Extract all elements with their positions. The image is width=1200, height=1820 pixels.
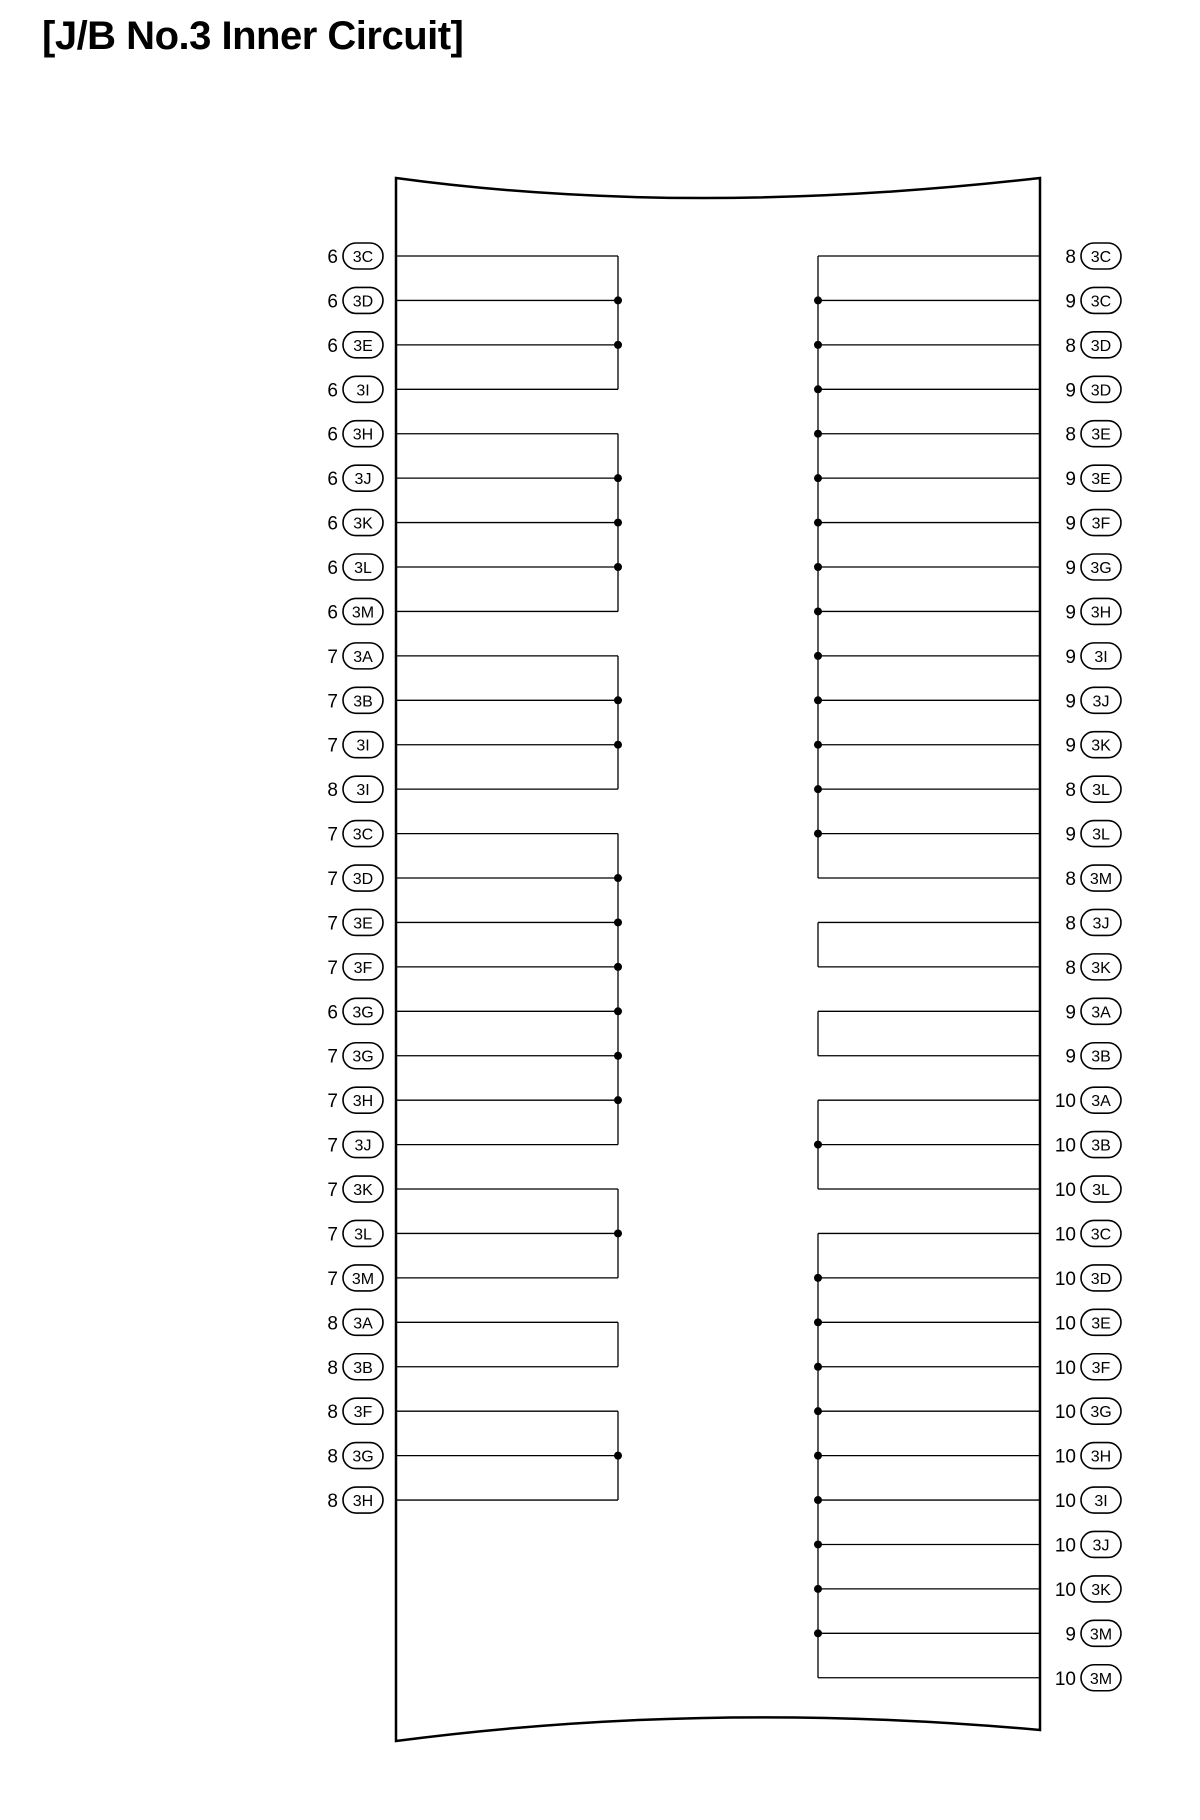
left-junction-dot: [614, 1229, 622, 1237]
right-junction-dot: [814, 1452, 822, 1460]
connector-id: 3J: [1092, 693, 1110, 711]
left-pin-label: [327, 1443, 383, 1469]
pin-number: 7: [327, 691, 338, 713]
pin-number: 6: [327, 247, 338, 268]
connector-id: 3K: [1091, 737, 1111, 755]
connector-id: 3L: [354, 1226, 372, 1244]
connector-id: 3I: [1094, 648, 1108, 666]
right-pin-label: [1055, 1220, 1121, 1246]
left-pin-label: [327, 865, 383, 891]
pin-number: 10: [1054, 1091, 1076, 1113]
left-pin-label: [327, 643, 383, 669]
connector-id: 3J: [1092, 915, 1110, 933]
left-pin-label: [327, 1220, 383, 1246]
right-pin-label: [1065, 510, 1121, 536]
connector-id: 3E: [353, 337, 373, 355]
junction-block-outline: [396, 178, 1040, 1741]
connector-id: 3M: [1089, 1626, 1113, 1644]
connector-id: 3A: [353, 1315, 373, 1333]
pin-number: 9: [1065, 824, 1076, 846]
pin-number: 10: [1054, 1313, 1076, 1335]
connector-id: 3G: [1090, 1404, 1112, 1422]
left-junction-dot: [614, 963, 622, 971]
left-pin-label: [327, 1265, 383, 1291]
connector-id: 3M: [1089, 1670, 1113, 1688]
connector-id: 3K: [353, 1182, 373, 1200]
right-junction-dot: [814, 1274, 822, 1282]
left-junction-dot: [614, 1096, 622, 1104]
right-pin-label: [1065, 865, 1121, 891]
left-junction-dot: [614, 918, 622, 926]
left-pin-label: [327, 1354, 383, 1380]
connector-id: 3G: [352, 1004, 374, 1022]
connector-id: 3I: [356, 782, 370, 800]
connector-id: 3M: [351, 604, 375, 622]
pin-number: 9: [1065, 1624, 1076, 1646]
pin-number: 7: [327, 1091, 338, 1113]
connector-id: 3H: [1090, 1448, 1112, 1466]
pin-number: 6: [327, 335, 338, 357]
right-pin-label: [1065, 1043, 1121, 1069]
pin-number: 7: [327, 646, 338, 668]
pin-number: 10: [1054, 1268, 1076, 1290]
left-junction-dot: [614, 874, 622, 882]
pin-number: 8: [1065, 869, 1076, 891]
right-pin-label: [1055, 1132, 1121, 1158]
connector-id: 3G: [352, 1048, 374, 1066]
connector-id: 3D: [352, 871, 374, 889]
right-junction-dot: [814, 430, 822, 438]
pin-number: 9: [1065, 1046, 1076, 1068]
pin-number: 10: [1054, 1357, 1076, 1379]
right-pin-label: [1055, 1398, 1121, 1424]
pin-number: 9: [1065, 735, 1076, 757]
right-pin-label: [1065, 421, 1121, 447]
pin-number: 7: [327, 735, 338, 757]
right-pin-label: [1055, 1176, 1121, 1202]
left-pin-label: [327, 776, 383, 802]
left-junction-dot: [614, 341, 622, 349]
pin-number: 7: [327, 957, 338, 979]
left-pin-label: [327, 598, 383, 624]
connector-id: 3I: [356, 382, 370, 400]
left-pin-label: [327, 998, 383, 1024]
pin-number: 6: [327, 1002, 338, 1024]
right-junction-dot: [814, 341, 822, 349]
connector-id: 3H: [352, 426, 374, 444]
pin-number: 10: [1054, 1135, 1076, 1157]
left-pin-label: [327, 376, 383, 402]
left-junction-dot: [614, 519, 622, 527]
pin-number: 8: [1065, 913, 1076, 935]
left-junction-dot: [614, 1052, 622, 1060]
right-pin-label: [1065, 909, 1121, 935]
connector-id: 3K: [353, 515, 373, 533]
connector-id: 3A: [1091, 1093, 1111, 1111]
pin-number: 8: [327, 1491, 338, 1513]
left-pin-label: [327, 687, 383, 713]
left-pin-label: [327, 821, 383, 847]
right-pin-label: [1065, 821, 1121, 847]
connector-id: 3L: [1092, 826, 1110, 844]
connector-id: 3G: [1090, 560, 1112, 578]
right-junction-dot: [814, 1407, 822, 1415]
left-pin-label: [327, 1398, 383, 1424]
pin-number: 6: [327, 469, 338, 491]
left-pin-label: [327, 243, 383, 269]
connector-id: 3G: [352, 1448, 374, 1466]
right-junction-dot: [814, 1585, 822, 1593]
right-pin-label: [1065, 687, 1121, 713]
pin-number: 10: [1054, 1402, 1076, 1424]
connector-id: 3H: [352, 1493, 374, 1511]
pin-number: 9: [1065, 602, 1076, 624]
pin-number: 8: [1065, 957, 1076, 979]
pin-number: 6: [327, 602, 338, 624]
connector-id: 3E: [1091, 471, 1111, 489]
connector-id: 3F: [1091, 515, 1111, 533]
right-pin-label: [1065, 554, 1121, 580]
left-pin-label: [327, 1309, 383, 1335]
connector-id: 3D: [1090, 1270, 1112, 1288]
left-junction-dot: [614, 741, 622, 749]
pin-number: 9: [1065, 513, 1076, 535]
left-pin-label: [327, 554, 383, 580]
right-pin-label: [1065, 776, 1121, 802]
connector-id: 3J: [1092, 1537, 1110, 1555]
pin-number: 7: [327, 1180, 338, 1202]
connector-id: 3F: [353, 959, 373, 977]
left-pin-label: [327, 1087, 383, 1113]
right-junction-dot: [814, 474, 822, 482]
right-pin-label: [1065, 643, 1121, 669]
right-junction-dot: [814, 741, 822, 749]
connector-id: 3I: [356, 737, 370, 755]
right-junction-dot: [814, 785, 822, 793]
right-junction-dot: [814, 1496, 822, 1504]
right-pin-label: [1055, 1443, 1121, 1469]
connector-id: 3D: [1090, 337, 1112, 355]
right-pin-label: [1055, 1576, 1121, 1602]
connector-id: 3F: [353, 1404, 373, 1422]
left-junction-dot: [614, 563, 622, 571]
right-pin-label: [1065, 332, 1121, 358]
right-pin-label: [1065, 954, 1121, 980]
left-pin-label: [327, 421, 383, 447]
pin-number: 8: [1065, 335, 1076, 357]
connector-id: 3F: [1091, 1359, 1111, 1377]
connector-id: 3C: [1090, 293, 1112, 311]
connector-id: 3E: [353, 915, 373, 933]
pin-number: 7: [327, 824, 338, 846]
pin-number: 7: [327, 1135, 338, 1157]
left-junction-dot: [614, 696, 622, 704]
connector-id: 3H: [352, 1093, 374, 1111]
right-pin-label: [1065, 1620, 1121, 1646]
connector-id: 3A: [353, 648, 373, 666]
connector-id: 3D: [352, 293, 374, 311]
pin-number: 7: [327, 1268, 338, 1290]
connector-id: 3C: [1090, 249, 1112, 266]
connector-id: 3I: [1094, 1493, 1108, 1511]
left-junction-dot: [614, 1452, 622, 1460]
page-title: [J/B No.3 Inner Circuit]: [42, 14, 464, 58]
connector-id: 3D: [1090, 382, 1112, 400]
pin-number: 9: [1065, 469, 1076, 491]
connector-id: 3B: [353, 693, 373, 711]
pin-number: 6: [327, 513, 338, 535]
right-pin-label: [1055, 1487, 1121, 1513]
left-pin-label: [327, 1176, 383, 1202]
connector-id: 3E: [1091, 426, 1111, 444]
connector-id: 3B: [1091, 1137, 1111, 1155]
pin-number: 10: [1054, 1224, 1076, 1246]
left-pin-label: [327, 1487, 383, 1513]
right-pin-label: [1055, 1354, 1121, 1380]
right-pin-label: [1055, 1265, 1121, 1291]
right-pin-label: [1055, 1087, 1121, 1113]
wire-layer: [396, 256, 1040, 1678]
pin-number: 7: [327, 913, 338, 935]
pin-number: 9: [1065, 646, 1076, 668]
pin-number: 6: [327, 558, 338, 580]
right-pin-label: [1065, 732, 1121, 758]
connector-id: 3L: [1092, 782, 1110, 800]
right-junction-dot: [814, 563, 822, 571]
left-pin-label: [327, 287, 383, 313]
right-junction-dot: [814, 607, 822, 615]
right-junction-dot: [814, 1318, 822, 1326]
connector-id: 3A: [1091, 1004, 1111, 1022]
pin-number: 8: [327, 1357, 338, 1379]
right-junction-dot: [814, 519, 822, 527]
right-junction-dot: [814, 830, 822, 838]
connector-id: 3M: [351, 1270, 375, 1288]
right-pin-label: [1065, 243, 1121, 269]
connector-id: 3K: [1091, 959, 1111, 977]
connector-id: 3C: [1090, 1226, 1112, 1244]
right-junction-dot: [814, 385, 822, 393]
pin-number: 10: [1054, 1535, 1076, 1557]
connector-id: 3L: [1092, 1182, 1110, 1200]
pin-number: 8: [327, 1313, 338, 1335]
pin-number: 9: [1065, 558, 1076, 580]
right-pin-label: [1065, 598, 1121, 624]
connector-id: 3K: [1091, 1581, 1111, 1599]
pin-number: 8: [1065, 424, 1076, 446]
right-pin-label: [1065, 287, 1121, 313]
right-pin-label: [1055, 1665, 1121, 1691]
connector-id: 3M: [1089, 871, 1113, 889]
pin-number: 9: [1065, 691, 1076, 713]
pin-number: 7: [327, 1224, 338, 1246]
left-pin-label: [327, 1043, 383, 1069]
left-pin-label: [327, 510, 383, 536]
right-junction-dot: [814, 1629, 822, 1637]
pin-number: 10: [1054, 1446, 1076, 1468]
right-pin-label: [1065, 376, 1121, 402]
left-junction-dot: [614, 474, 622, 482]
pin-number: 9: [1065, 380, 1076, 402]
connector-id: 3C: [352, 249, 374, 266]
right-pin-label: [1055, 1309, 1121, 1335]
pin-number: 8: [327, 780, 338, 802]
pin-number: 9: [1065, 1002, 1076, 1024]
left-pin-label: [327, 732, 383, 758]
pin-number: 8: [1065, 247, 1076, 268]
pin-number: 10: [1054, 1491, 1076, 1513]
pin-number: 9: [1065, 291, 1076, 313]
right-junction-dot: [814, 1141, 822, 1149]
right-pin-label: [1055, 1531, 1121, 1557]
connector-id: 3J: [354, 1137, 372, 1155]
pin-number: 8: [327, 1446, 338, 1468]
right-pin-label: [1065, 465, 1121, 491]
pin-number: 6: [327, 380, 338, 402]
left-pin-label: [327, 909, 383, 935]
connector-id: 3B: [1091, 1048, 1111, 1066]
pin-number: 8: [1065, 780, 1076, 802]
pin-number: 8: [327, 1402, 338, 1424]
left-pin-label: [327, 465, 383, 491]
connector-id: 3L: [354, 560, 372, 578]
right-junction-dot: [814, 1363, 822, 1371]
pin-number: 10: [1054, 1579, 1076, 1601]
pin-number: 10: [1054, 1668, 1076, 1690]
pin-number: 6: [327, 291, 338, 313]
right-junction-dot: [814, 652, 822, 660]
left-pin-label: [327, 1132, 383, 1158]
pin-number: 10: [1054, 1180, 1076, 1202]
right-junction-dot: [814, 696, 822, 704]
pin-number: 7: [327, 1046, 338, 1068]
connector-id: 3H: [1090, 604, 1112, 622]
left-pin-label: [327, 332, 383, 358]
left-pin-label: [327, 954, 383, 980]
right-junction-dot: [814, 1540, 822, 1548]
pin-number: 6: [327, 424, 338, 446]
right-pin-label: [1065, 998, 1121, 1024]
connector-id: 3E: [1091, 1315, 1111, 1333]
connector-id: 3B: [353, 1359, 373, 1377]
connector-id: 3J: [354, 471, 372, 489]
connector-id: 3C: [352, 826, 374, 844]
right-junction-dot: [814, 296, 822, 304]
left-junction-dot: [614, 1007, 622, 1015]
pin-number: 7: [327, 869, 338, 891]
left-junction-dot: [614, 296, 622, 304]
